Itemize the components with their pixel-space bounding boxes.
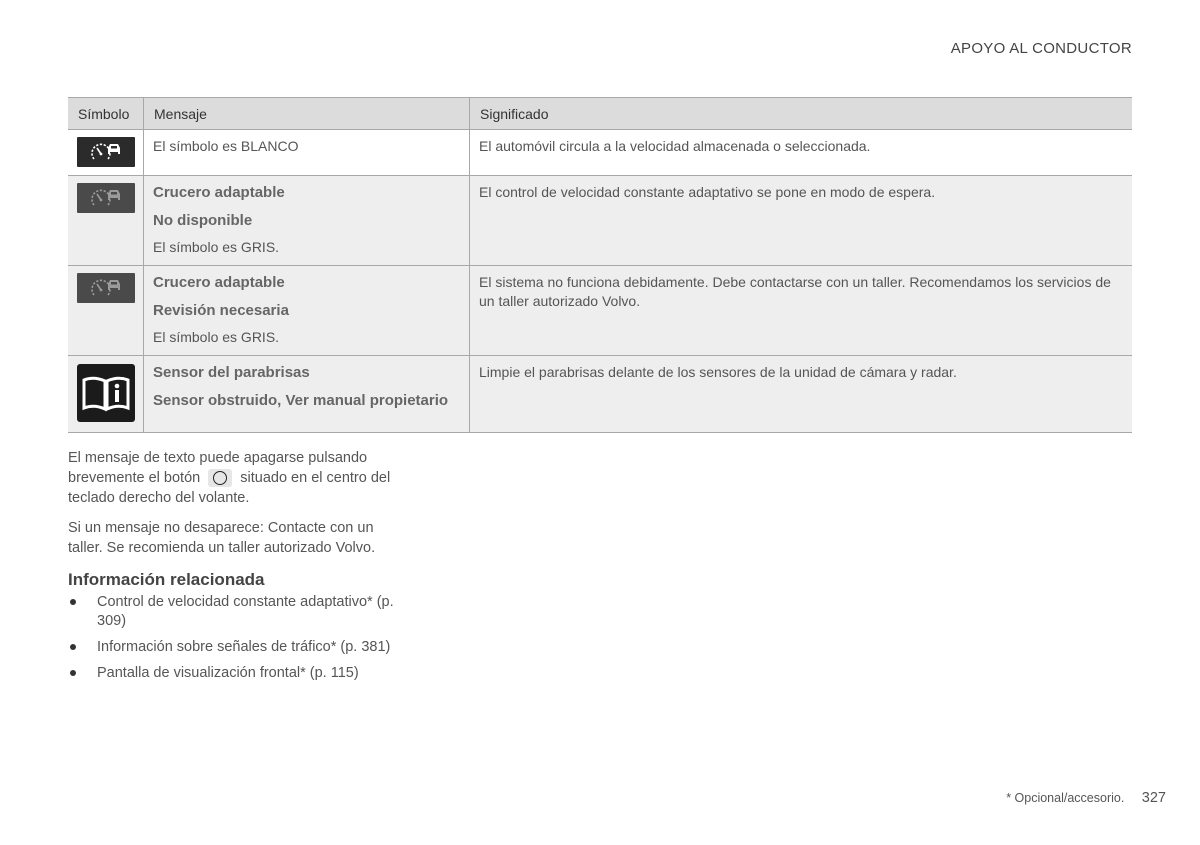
section-title: APOYO AL CONDUCTOR — [950, 40, 1132, 57]
message-title: Crucero adaptable — [153, 184, 285, 201]
symbol-cell — [68, 130, 144, 176]
page-number: 327 — [1141, 790, 1166, 806]
meaning-cell: El control de velocidad constante adaptativo se pone en modo de espera. — [470, 176, 1133, 266]
column-header-symbol: Símbolo — [68, 98, 144, 130]
dismiss-text-part1: El mensaje de texto puede apagarse pulsando brevemente el botón — [68, 450, 368, 486]
page-footer — [1006, 790, 1166, 806]
related-info-list — [68, 593, 398, 690]
cruise-control-gray-icon — [77, 183, 135, 213]
footnote: * Opcional/accesorio. — [1006, 791, 1125, 805]
symbol-cell — [68, 176, 144, 266]
message-plain-text: El símbolo es GRIS. — [153, 239, 280, 255]
table-header-row — [68, 98, 1132, 130]
related-link[interactable] — [68, 664, 398, 683]
related-info-heading: Información relacionada — [68, 570, 265, 589]
column-header-meaning: Significado — [470, 98, 1133, 130]
related-link[interactable] — [68, 593, 398, 631]
message-title: Sensor del parabrisas — [153, 364, 310, 381]
dismiss-message-paragraph — [68, 448, 398, 508]
symbol-cell — [68, 266, 144, 356]
message-plain-text: El símbolo es GRIS. — [153, 329, 280, 345]
message-plain-text: El símbolo es BLANCO — [153, 138, 299, 154]
meaning-cell: El sistema no funciona debidamente. Debe contactarse con un taller. Recomendamos los servicios de un taller autorizado Volvo. — [470, 266, 1133, 356]
table-row — [68, 266, 1132, 356]
column-header-message: Mensaje — [144, 98, 470, 130]
meaning-cell: El automóvil circula a la velocidad almacenada o seleccionada. — [470, 130, 1133, 176]
message-title: Crucero adaptable — [153, 274, 285, 291]
persistent-message-paragraph: Si un mensaje no desaparece: Contacte con un taller. Se recomienda un taller autorizado Volvo. — [68, 520, 376, 556]
message-table — [68, 97, 1132, 433]
related-link-text: Control de velocidad constante adaptativo* (p. 309) — [97, 594, 394, 629]
message-subtitle: Sensor obstruido, Ver manual propietario — [153, 392, 449, 409]
table-row — [68, 356, 1132, 433]
message-subtitle: No disponible — [153, 212, 253, 229]
table-row — [68, 130, 1132, 176]
symbol-cell — [68, 356, 144, 433]
cruise-control-gray-icon — [77, 273, 135, 303]
message-cell — [144, 266, 470, 356]
bullet-icon — [70, 644, 76, 650]
message-cell — [144, 176, 470, 266]
bullet-icon — [70, 670, 76, 676]
meaning-cell: Limpie el parabrisas delante de los sensores de la unidad de cámara y radar. — [470, 356, 1133, 433]
steering-wheel-o-button-icon — [208, 469, 232, 487]
message-subtitle: Revisión necesaria — [153, 302, 289, 319]
bullet-icon — [70, 599, 76, 605]
dismiss-text-part2: situado en el centro del teclado derecho del volante. — [68, 470, 391, 506]
message-cell — [144, 130, 470, 176]
table-row — [68, 176, 1132, 266]
related-link[interactable] — [68, 638, 398, 657]
related-link-text: Pantalla de visualización frontal* (p. 115) — [97, 665, 359, 681]
message-cell — [144, 356, 470, 433]
related-link-text: Información sobre señales de tráfico* (p. 381) — [97, 639, 391, 655]
owners-manual-icon — [77, 364, 135, 422]
cruise-control-white-icon — [77, 137, 135, 167]
